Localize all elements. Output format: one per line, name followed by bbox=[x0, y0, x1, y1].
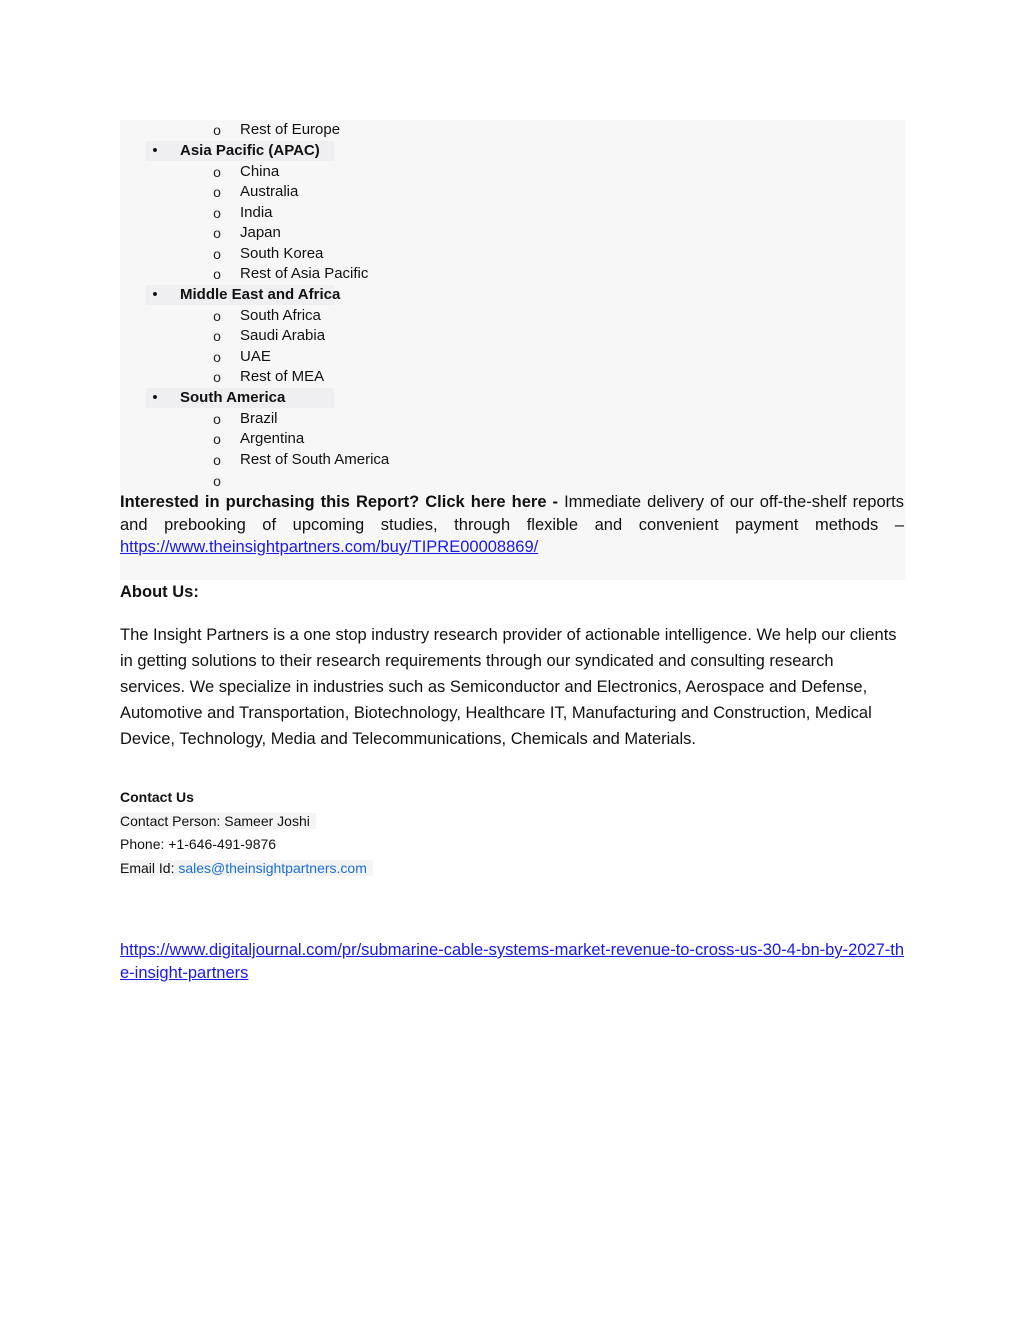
contact-block bbox=[120, 786, 373, 880]
contact-phone: Phone: +1-646-491-9876 bbox=[120, 836, 277, 852]
about-heading: About Us: bbox=[120, 583, 199, 601]
bullet-icon: • bbox=[152, 286, 158, 303]
bullet-icon: • bbox=[152, 142, 158, 159]
circle-bullet-icon: o bbox=[213, 164, 221, 180]
purchase-body: Immediate delivery of our off-the-shelf reports and prebooking of upcoming studies, through flexible and convenient payment methods – bbox=[120, 493, 904, 534]
purchase-link[interactable]: https://www.theinsightpartners.com/buy/TIPRE00008869/ bbox=[120, 538, 539, 556]
circle-bullet-icon: o bbox=[213, 369, 221, 385]
circle-bullet-icon: o bbox=[213, 328, 221, 344]
circle-bullet-icon: o bbox=[213, 266, 221, 282]
bullet-icon: • bbox=[152, 389, 158, 406]
circle-bullet-icon: o bbox=[213, 473, 221, 489]
circle-bullet-icon: o bbox=[213, 431, 221, 447]
circle-bullet-icon: o bbox=[213, 452, 221, 468]
email-label: Email Id: bbox=[120, 859, 179, 876]
purchase-paragraph bbox=[120, 491, 904, 559]
circle-bullet-icon: o bbox=[213, 308, 221, 324]
circle-bullet-icon: o bbox=[213, 411, 221, 427]
circle-bullet-icon: o bbox=[213, 184, 221, 200]
circle-bullet-icon: o bbox=[213, 225, 221, 241]
source-link[interactable]: https://www.digitaljournal.com/pr/submarine-cable-systems-market-revenue-to-cross-us-30-4-bn-by-2027-the-insight-partners bbox=[120, 941, 905, 982]
circle-bullet-icon: o bbox=[213, 122, 221, 138]
source-url-paragraph bbox=[120, 939, 906, 984]
contact-heading: Contact Us bbox=[120, 789, 194, 805]
email-link[interactable]: sales@theinsightpartners.com bbox=[178, 859, 367, 876]
circle-bullet-icon: o bbox=[213, 205, 221, 221]
about-paragraph: The Insight Partners is a one stop industry research provider of actionable intelligence. We help our clients in getting solutions to their research requirements through our syndicated and consulting research services. We specialize in industries such as Semiconductor and Electronics, Aerospace and Defense, Automotive and Transportation, Biotechnology, Healthcare IT, Manufacturing and Construction, Medical Device, Technology, Media and Telecommunications, Chemicals and Materials. bbox=[120, 626, 897, 748]
contact-person: Contact Person: Sameer Joshi bbox=[120, 813, 316, 829]
circle-bullet-icon: o bbox=[213, 246, 221, 262]
circle-bullet-icon: o bbox=[213, 349, 221, 365]
purchase-lead: Interested in purchasing this Report? Click here here - bbox=[120, 493, 565, 511]
